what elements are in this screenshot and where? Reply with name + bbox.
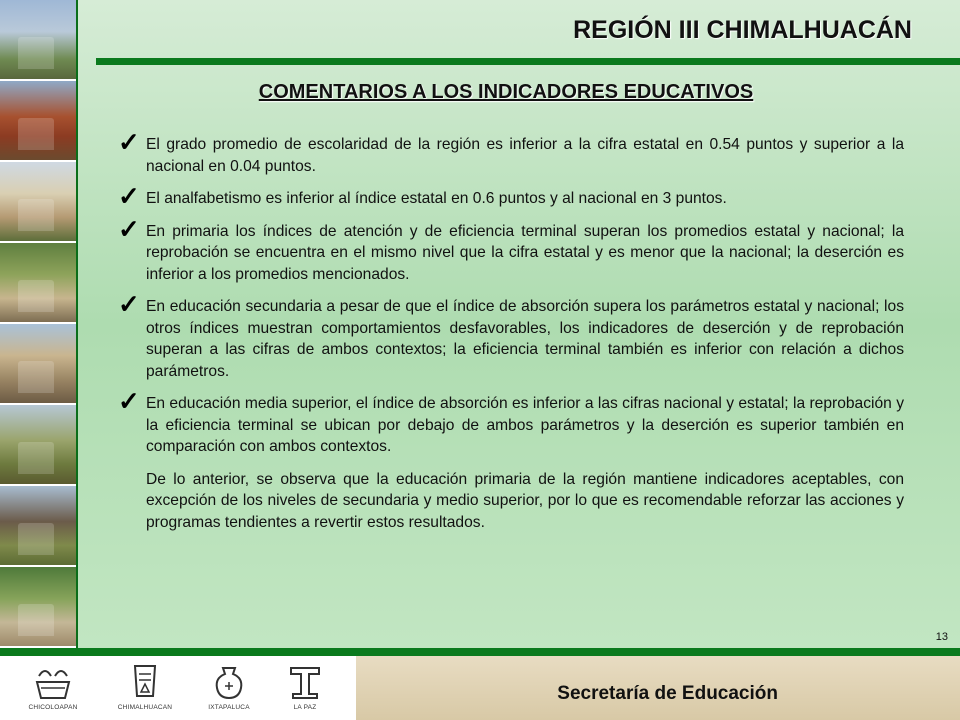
photo-strip <box>0 0 78 648</box>
logo-label: CHIMALHUACAN <box>117 704 173 711</box>
stamp-glyph-icon <box>283 662 327 702</box>
logo-chicoloapan <box>14 662 92 711</box>
list-item <box>118 181 904 211</box>
logo-chimalhuacan <box>106 662 184 711</box>
list-item-text: El grado promedio de escolaridad de la región es inferior a la cifra estatal en 0.54 puntos y superior a la nacional en 0.04 puntos. <box>146 136 904 175</box>
list-item-text: En educación secundaria a pesar de que el índice de absorción supera los parámetros estatal y nacional; los otros índices muestran comportamientos desfavorables, los indicadores de deserción y de reprobación superan a las cifras de ambos contextos; la eficiencia terminal también es inferior con relación a dichos parámetros. <box>146 298 904 380</box>
checkmark-icon: ✓ <box>118 213 140 244</box>
logo-label: CHICOLOAPAN <box>28 704 78 711</box>
list-item-text: El analfabetismo es inferior al índice estatal en 0.6 puntos y al nacional en 3 puntos. <box>146 190 727 207</box>
pot-glyph-icon <box>207 662 251 702</box>
list-item-text: En educación media superior, el índice de absorción es inferior a las cifras nacional y estatal; la reprobación y la eficiencia terminal se ubican por debajo de ambos parámetros y la deserción es superior también en comparación con ambos contextos. <box>146 395 904 455</box>
page-number: 13 <box>935 631 948 643</box>
birds-pot-glyph-icon <box>31 662 75 702</box>
footer-organization: Secretaría de Educación <box>557 683 778 704</box>
photo-tree-lined-path <box>0 243 76 324</box>
photo-field <box>0 405 76 486</box>
list-item <box>118 289 904 382</box>
logo-label: LA PAZ <box>293 704 317 711</box>
footer-rule <box>0 648 960 656</box>
list-item <box>118 386 904 458</box>
photo-church-facade <box>0 162 76 243</box>
region-title: REGIÓN III CHIMALHUACÁN <box>573 16 912 44</box>
logo-la-paz <box>266 662 344 711</box>
checkmark-icon: ✓ <box>118 127 140 157</box>
logo-ixtapaluca <box>190 662 268 711</box>
checkmark-icon: ✓ <box>118 181 140 211</box>
list-item-text: En primaria los índices de atención y de eficiencia terminal superan los promedios estatal y nacional; la reprobación se encuentra en el mismo nivel que la cifra estatal y es menor que la nacional; la deserción es inferior a los promedios mencionados. <box>146 222 904 283</box>
conclusion-paragraph: De lo anterior, se observa que la educación primaria de la región mantiene indicadores aceptables, con excepción de los niveles de secundaria y medio superior, por lo que es recomendable reforzar las acciones y programas tendientes a revertir estos resultados. <box>146 470 904 531</box>
list-item <box>118 213 904 286</box>
photo-stone-structure <box>0 486 76 567</box>
photo-park <box>0 567 76 648</box>
photo-church-plaza <box>0 0 76 81</box>
logo-label: IXTAPALUCA <box>208 704 250 711</box>
list-item <box>118 127 904 177</box>
shield-glyph-icon <box>123 662 167 702</box>
photo-church-domes <box>0 324 76 405</box>
photo-ruins <box>0 81 76 162</box>
section-title: COMENTARIOS A LOS INDICADORES EDUCATIVOS <box>258 81 754 103</box>
checkmark-icon: ✓ <box>118 386 140 416</box>
comments-list <box>118 127 904 533</box>
header-rule <box>96 58 960 65</box>
checkmark-icon: ✓ <box>118 289 140 319</box>
